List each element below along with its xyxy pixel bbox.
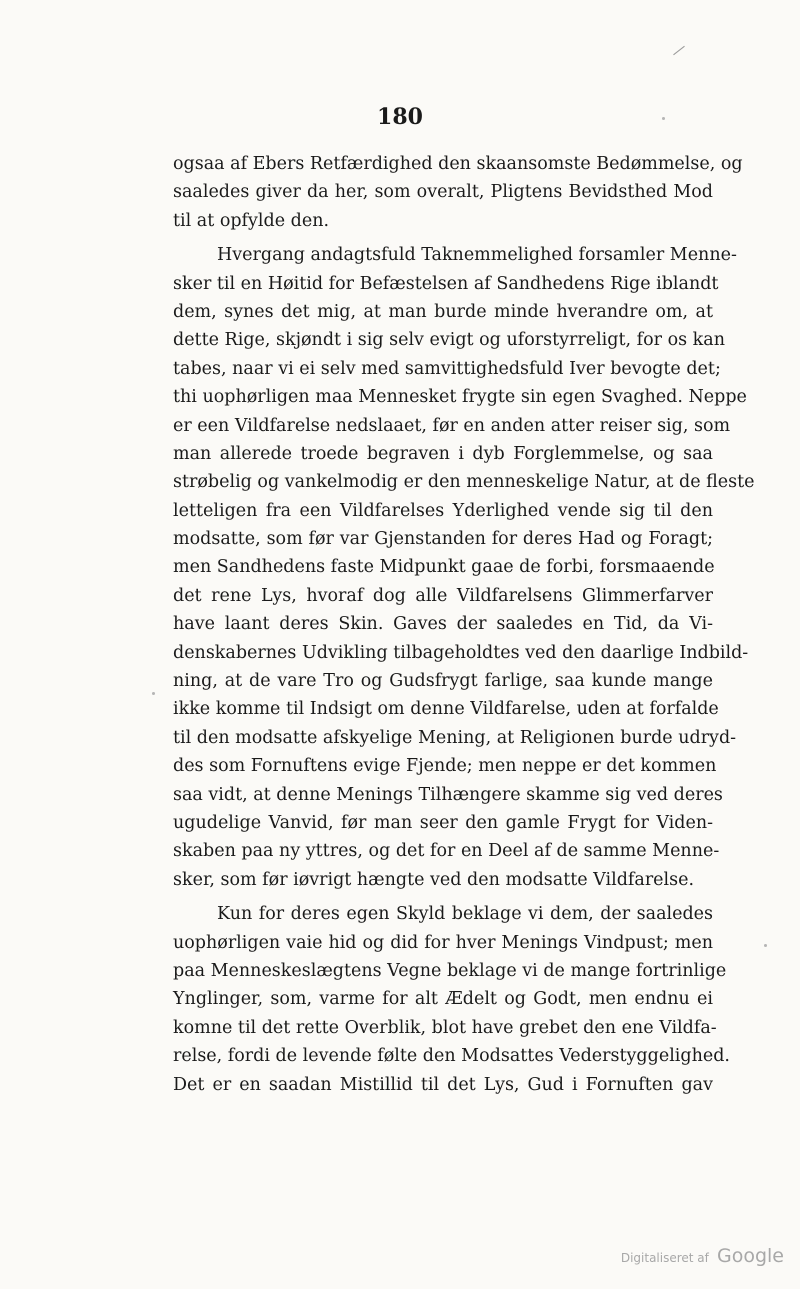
paragraph-first-line: Kun for deres egen Skyld beklage vi dem, der saaledes <box>217 904 713 925</box>
text-line: tabes, naar vi ei selv med samvittighedsfuld Iver bevogte det; <box>173 358 721 379</box>
speck-mark <box>152 692 155 695</box>
speck-mark <box>764 944 767 947</box>
text-line: dem, synes det mig, at man burde minde hverandre om, at <box>173 301 713 322</box>
text-line: til at opfylde den. <box>173 210 330 231</box>
text-line: saaledes giver da her, som overalt, Pligtens Bevidsthed Mod <box>173 182 713 203</box>
text-line: ogsaa af Ebers Retfærdighed den skaansomste Bedømmelse, og <box>173 154 743 174</box>
text-line: relse, fordi de levende følte den Modsattes Vederstyggelighed. <box>173 1046 730 1067</box>
speck-mark <box>662 117 665 120</box>
digitization-watermark <box>621 1245 784 1267</box>
text-line: modsatte, som før var Gjenstanden for deres Had og Foragt; <box>173 529 713 550</box>
text-line: man allerede troede begraven i dyb Forglemmelse, og saa <box>173 443 713 464</box>
text-line: sker til en Høitid for Befæstelsen af Sandhedens Rige iblandt <box>173 273 719 294</box>
text-line: des som Fornuftens evige Fjende; men neppe er det kommen <box>173 756 717 777</box>
text-line: Ynglinger, som, varme for alt Ædelt og Godt, men endnu ei <box>173 989 713 1010</box>
text-line: ugudelige Vanvid, før man seer den gamle Frygt for Viden- <box>173 812 713 833</box>
text-line: strøbelig og vankelmodig er den menneskelige Natur, at de fleste <box>173 472 755 493</box>
text-line: uophørligen vaie hid og did for hver Menings Vindpust; men <box>173 932 713 953</box>
text-line: sker, som før iøvrigt hængte ved den modsatte Vildfarelse. <box>173 869 695 890</box>
text-line: paa Menneskeslægtens Vegne beklage vi de mange fortrinlige <box>173 960 727 981</box>
text-line: er een Vildfarelse nedslaaet, før en anden atter reiser sig, som <box>173 415 731 436</box>
text-line: letteligen fra een Vildfarelses Yderlighed vende sig til den <box>173 500 713 521</box>
text-line: thi uophørligen maa Mennesket frygte sin egen Svaghed. Neppe <box>173 387 747 408</box>
pencil-mark <box>673 46 685 55</box>
text-line: til den modsatte afskyelige Mening, at Religionen burde udryd- <box>173 727 737 748</box>
text-line: dette Rige, skjøndt i sig selv evigt og uforstyrreligt, for os kan <box>173 330 725 351</box>
text-line: komne til det rette Overblik, blot have grebet den ene Vildfa- <box>173 1017 717 1038</box>
text-line: det rene Lys, hvoraf dog alle Vildfarelsens Glimmerfarver <box>173 585 713 606</box>
paragraph-first-line: Hvergang andagtsfuld Taknemmelighed forsamler Menne- <box>217 245 737 266</box>
text-line: men Sandhedens faste Midpunkt gaae de forbi, forsmaaende <box>173 557 715 578</box>
text-line: ning, at de vare Tro og Gudsfrygt farlige, saa kunde mange <box>173 671 713 692</box>
text-line: have laant deres Skin. Gaves der saaledes en Tid, da Vi- <box>173 614 713 635</box>
text-line: denskabernes Udvikling tilbageholdtes ved den daarlige Indbild- <box>173 642 749 663</box>
watermark-logo: Google <box>716 1245 784 1267</box>
text-line: ikke komme til Indsigt om denne Vildfarelse, uden at forfalde <box>173 699 719 720</box>
watermark-prefix: Digitaliseret af <box>620 1251 709 1265</box>
page-number: 180 <box>377 104 423 130</box>
text-line: saa vidt, at denne Menings Tilhængere skamme sig ved deres <box>173 784 723 805</box>
body-text <box>173 150 755 1099</box>
text-line: Det er en saadan Mistillid til det Lys, Gud i Fornuften gav <box>173 1074 713 1095</box>
text-line: skaben paa ny yttres, og det for en Deel af de samme Menne- <box>173 841 720 862</box>
